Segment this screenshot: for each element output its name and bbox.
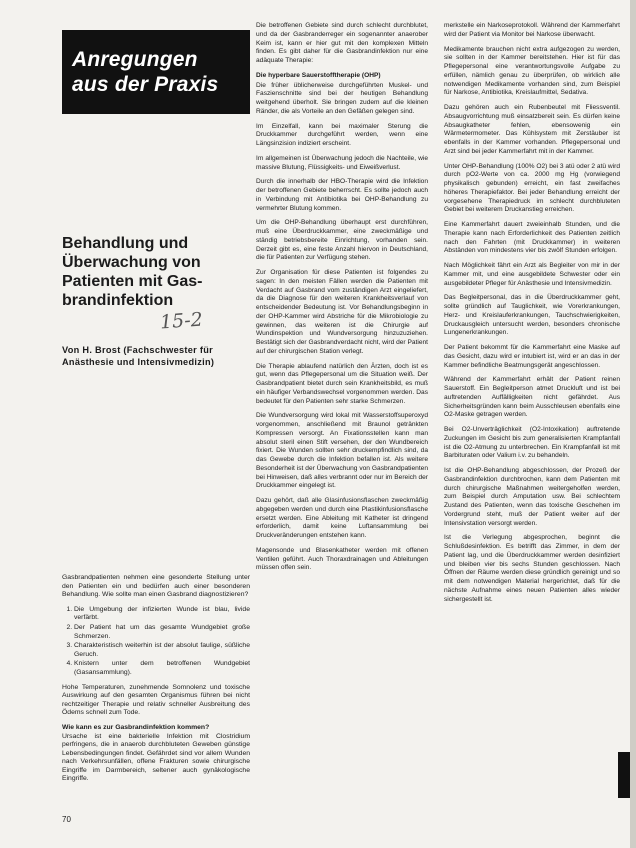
paragraph: Ursache ist eine bakterielle Infektion mit Clostridium perfringens, die in anaerob durchbluteten Geweben günstige Lebensbedingungen findet. Gefährdet sind vor allem Wunden nach Verkehrsunfällen, offene Frakturen sowie chirurgische Eingriffe im Darmbereich, seltener auch gynäkologische Eingriffe. bbox=[62, 732, 250, 783]
paragraph: Der Patient bekommt für die Kammerfahrt eine Maske auf das Gesicht, dazu wird er intubiert ist, wird er an das in der Kammer befindliche Beatmungsgerät angeschlossen. bbox=[444, 344, 620, 369]
paragraph: Während der Kammerfahrt erhält der Patient reinen Sauerstoff. Ein Begleitperson atmet Druckluft und ist bei auftretenden Auffälligkeiten nicht gefährdet. Aus Sicherheitsgründen kann beim Ausschleusen ebenfalls eine O2-Maske getragen werden. bbox=[444, 376, 620, 419]
author-line: Von H. Brost (Fachschwester für bbox=[62, 345, 214, 355]
list-item: 3. Charakteristisch weiterhin ist der absolut faulige, süßliche Geruch. bbox=[74, 642, 250, 659]
list-item: 4. Knistern unter dem betroffenen Wundgebiet (Gasansammlung). bbox=[74, 660, 250, 677]
author-line: Anästhesie und Intensivmedizin) bbox=[62, 357, 215, 367]
paragraph: Im Einzelfall, kann bei maximaler Sterung die Druckkammer durchgeführt werden, wenn eine Längsinzision indiziert erscheint. bbox=[256, 122, 428, 147]
paragraph: Nach Möglichkeit fährt ein Arzt als Begleiter von mir in der Kammer mit, und eine ausgebildete Schwester oder ein ausgebildeter Pfleger für Anästhesie und Intensivmedizin. bbox=[444, 262, 620, 287]
paragraph: Ist die Verlegung abgesprochen, beginnt die Schlußdesinfektion. Es betrifft das Zimmer, in dem der Patient lag, und die Überdruckkammer werden desinfiziert und bleiben vier bis sechs Stunden geschlossen. Nach Öffnen der Räume werden diese gründlich gereinigt und so mit dem notwendigen Material hergerichtet, daß für die nächste Aufnahme eines neuen Patienten alles wieder sichergestellt ist. bbox=[444, 534, 620, 603]
paragraph: Ist die OHP-Behandlung abgeschlossen, der Prozeß der Gasbrandinfektion durchbrochen, kann dem Patienten mit durch chirurgische Maßnahmen weitergeholfen werden, zum Beispiel durch Amputation usw. Bei schlechtem Zustand des Patienten, wenn das toxische Geschehen im Vordergrund steht, muß der Patient weiter auf der Intensivstation versorgt werden. bbox=[444, 467, 620, 527]
paragraph: Dazu gehören auch ein Rubenbeutel mit Fliessventil. Absaugvorrichtung muß einsatzbereit sein. Es dürfen keine Absaugkatheter fehlen, ebensowenig ein Wärmetermometer. Das Kühlsystem mit Zerstäuber ist ebenfalls in der Kammer vorhanden. Pflegepersonal und Arzt sind bei jeder Kammerfahrt mit in der Kammer. bbox=[444, 104, 620, 155]
banner-line-1: Anregungen bbox=[72, 48, 198, 71]
paragraph: Die Therapie ablaufend natürlich den Ärzten, doch ist es gut, wenn das Pflegepersonal um die Situation weiß. Der Gasbrandpatient bietet durch sein Krankheitsbild, es muß ein häufiger Verbandswechsel vorgenommen werden. Das bedeutet für den Patienten sehr starke Schmerzen. bbox=[256, 362, 428, 405]
middle-column bbox=[256, 22, 428, 579]
section-banner bbox=[62, 30, 250, 114]
paragraph: Dazu gehört, daß alle Glasinfusionsflaschen zweckmäßig abgegeben werden und durch eine Plastikinfusionsflasche ersetzt werden. Eine Ableitung mit Katheter ist dringend erforderlich, damit keine Luftansammlung bei Druckveränderungen entstehen kann. bbox=[256, 497, 428, 539]
section-heading: Die hyperbare Sauerstofftherapie (OHP) bbox=[256, 71, 381, 79]
paragraph: Magensonde und Blasenkatheter werden mit offenen Ventilen geführt. Auch Thoraxdrainagen und Ableitungen müssen offen sein. bbox=[256, 546, 428, 572]
paragraph: Durch die innerhalb der HBO-Therapie wird die Infektion der betroffenen Gebiete beherrscht. Es sollte jedoch auch in Verbindung mit Antibiotika bei OHP-Behandlung zu vermehrter Blutung kommen. bbox=[256, 178, 428, 212]
title-line: Patienten mit Gas- bbox=[62, 273, 203, 290]
paragraph: Um die OHP-Behandlung überhaupt erst durchführen, muß eine Überdruckkammer, eine zweckmäßige und ständig betriebsbereite Einrichtung, vorhanden sein. Derzeit gibt es, eine feste Anzahl hiervon in Deutschland, die für Patienten zur Verfügung stehen. bbox=[256, 219, 428, 262]
symptom-list bbox=[62, 606, 250, 678]
author-byline bbox=[62, 344, 250, 368]
page-number: 70 bbox=[62, 815, 71, 824]
paragraph: Eine Kammerfahrt dauert zweieinhalb Stunden, und die Therapie kann nach Erforderlichkeit des Patienten zeitlich nach den Fahrten (mit Druckkammer) in weiteren Abständen von mindestens vier bis zwölf Stunden erfolgen. bbox=[444, 221, 620, 255]
section-heading: Wie kann es zur Gasbrandinfektion kommen? bbox=[62, 723, 210, 731]
title-line: Behandlung und bbox=[62, 235, 189, 252]
list-item: 1. Die Umgebung der infizierten Wunde ist blau, livide verfärbt. bbox=[74, 606, 250, 623]
intro-paragraph: Gasbrandpatienten nehmen eine gesonderte Stellung unter den Patienten ein und bedürfen auch einer besonderen Behandlung. Wie sollte man einen Gasbrand diagnostizieren? bbox=[62, 574, 250, 599]
article-title bbox=[62, 234, 244, 310]
paragraph: Zur Organisation für diese Patienten ist folgendes zu sagen: In den meisten Fällen werden die Patienten mit Verdacht auf Gasbrand vom zuständigen Arzt eingeliefert, da die Diagnose für den weiteren Krankheitsverlauf von entscheidender Bedeutung ist. Vor Behandlungsbeginn in der OHP-Kammer wird Abstriche für die Mikrobiologie zu gewinnen, das weiteren ist die Chirurgie auf Wundinspektion und Wundversorgung hinzuzuziehen. Bestätigt sich der Gasbrandverdacht nicht, wird der Patient auf der chirurgischen Station verlegt. bbox=[256, 269, 428, 355]
paragraph: Hohe Temperaturen, zunehmende Somnolenz und toxische Auswirkung auf den gesamten Organismus führen bei nicht rechtzeitiger Therapie und relativ schneller Ausbreitung des Ödems schnell zum Tode. bbox=[62, 683, 250, 717]
paragraph: merkstelle ein Narkoseprotokoll. Während der Kammerfahrt wird der Patient via Monitor bei Narkose überwacht. bbox=[444, 22, 620, 38]
scan-margin bbox=[630, 0, 636, 848]
paragraph: Unter OHP-Behandlung (100% O2) bei 3 atü oder 2 atü wird durch pO2-Werte von ca. 2000 mg Hg (vorwiegend physikalisch gebunden) erreicht, ein fast zweifaches höheres Therapiefaktor. Bei jeder Behandlung erreicht der vorgesehene Therapiedruck im schlecht durchbluteten Gebiet bei weiterem Druckanstieg erreichen. bbox=[444, 162, 620, 214]
right-column bbox=[444, 22, 620, 610]
title-line: brandinfektion bbox=[62, 292, 174, 309]
paragraph: Die betroffenen Gebiete sind durch schlecht durchblutet, und da der Gasbranderreger ein sogenannter anaerober Keim ist, kann er hier gut mit den komplexen Mitteln finden. Es gibt daher für die Gasbrandinfektion nur eine adäquate Therapie: bbox=[256, 22, 428, 64]
paragraph: Die Wundversorgung wird lokal mit Wasserstoffsuperoxyd vorgenommen, anschließend mit Braunol getränkten Kompressen versorgt. An Fixationsstellen kann man absolut steril einen Stift versehen, der den Wundbereich fixiert. Die Wunden sollten sehr druckempfindlich sind, da das Gewebe durch die Infektion befallen ist. Als weitere Besonderheit ist der Überwachung von Gasbrandpatienten bei Hinweisen, daß alles verbrannt oder nur im Bereich der Druckkammer eingelegt ist. bbox=[256, 412, 428, 490]
list-item: 2. Der Patient hat um das gesamte Wundgebiet große Schmerzen. bbox=[74, 624, 250, 641]
paragraph: Im allgemeinen ist Überwachung jedoch die Nachteile, wie massive Blutung, Flüssigkeits- und Eiweißverlust. bbox=[256, 154, 428, 171]
handwritten-note: 15-2 bbox=[159, 308, 204, 334]
title-line: Überwachung von bbox=[62, 254, 201, 271]
paragraph: Das Begleitpersonal, das in die Überdruckkammer geht, sollte gründlich auf Tauglichkeit, wie Vorerkrankungen, Herz- und Kreislauferkrankungen, Tauchschwierigkeiten, Druckausgleich untersucht werden, besonders chronische Lungenerkrankungen. bbox=[444, 294, 620, 337]
left-column-body bbox=[62, 574, 250, 790]
banner-line-2: aus der Praxis bbox=[72, 73, 219, 96]
paragraph: Bei O2-Unverträglichkeit (O2-Intoxikation) auftretende Zuckungen im Gesicht bis zum generalisierten Krampfanfall ist die O2-Atmung zu unterbrechen. Ein Krampfanfall ist mit Barbituraten oder Valium i.v. zu behandeln. bbox=[444, 426, 620, 460]
paragraph: Die früher üblicherweise durchgeführten Muskel- und Faszienschnitte sind bei der heutigen Behandlung weitgehend überholt. Sie bringen zudem auf die kleinen Ränder, die als Vorteile an den Gefäßen gelegen sind. bbox=[256, 81, 428, 115]
paragraph: Medikamente brauchen nicht extra aufgezogen zu werden, sie sollten in der Kammer bereitstehen. Hier ist für das Pflegepersonal eine verantwortungsvolle Aufgabe zu erfüllen, nämlich genau zu überprüfen, ob wirklich alle notwendigen Medikamente vorhanden sind, zum Beispiel für Narkose, Antibiotika, Kreislaufmittel, Sedativa. bbox=[444, 45, 620, 97]
